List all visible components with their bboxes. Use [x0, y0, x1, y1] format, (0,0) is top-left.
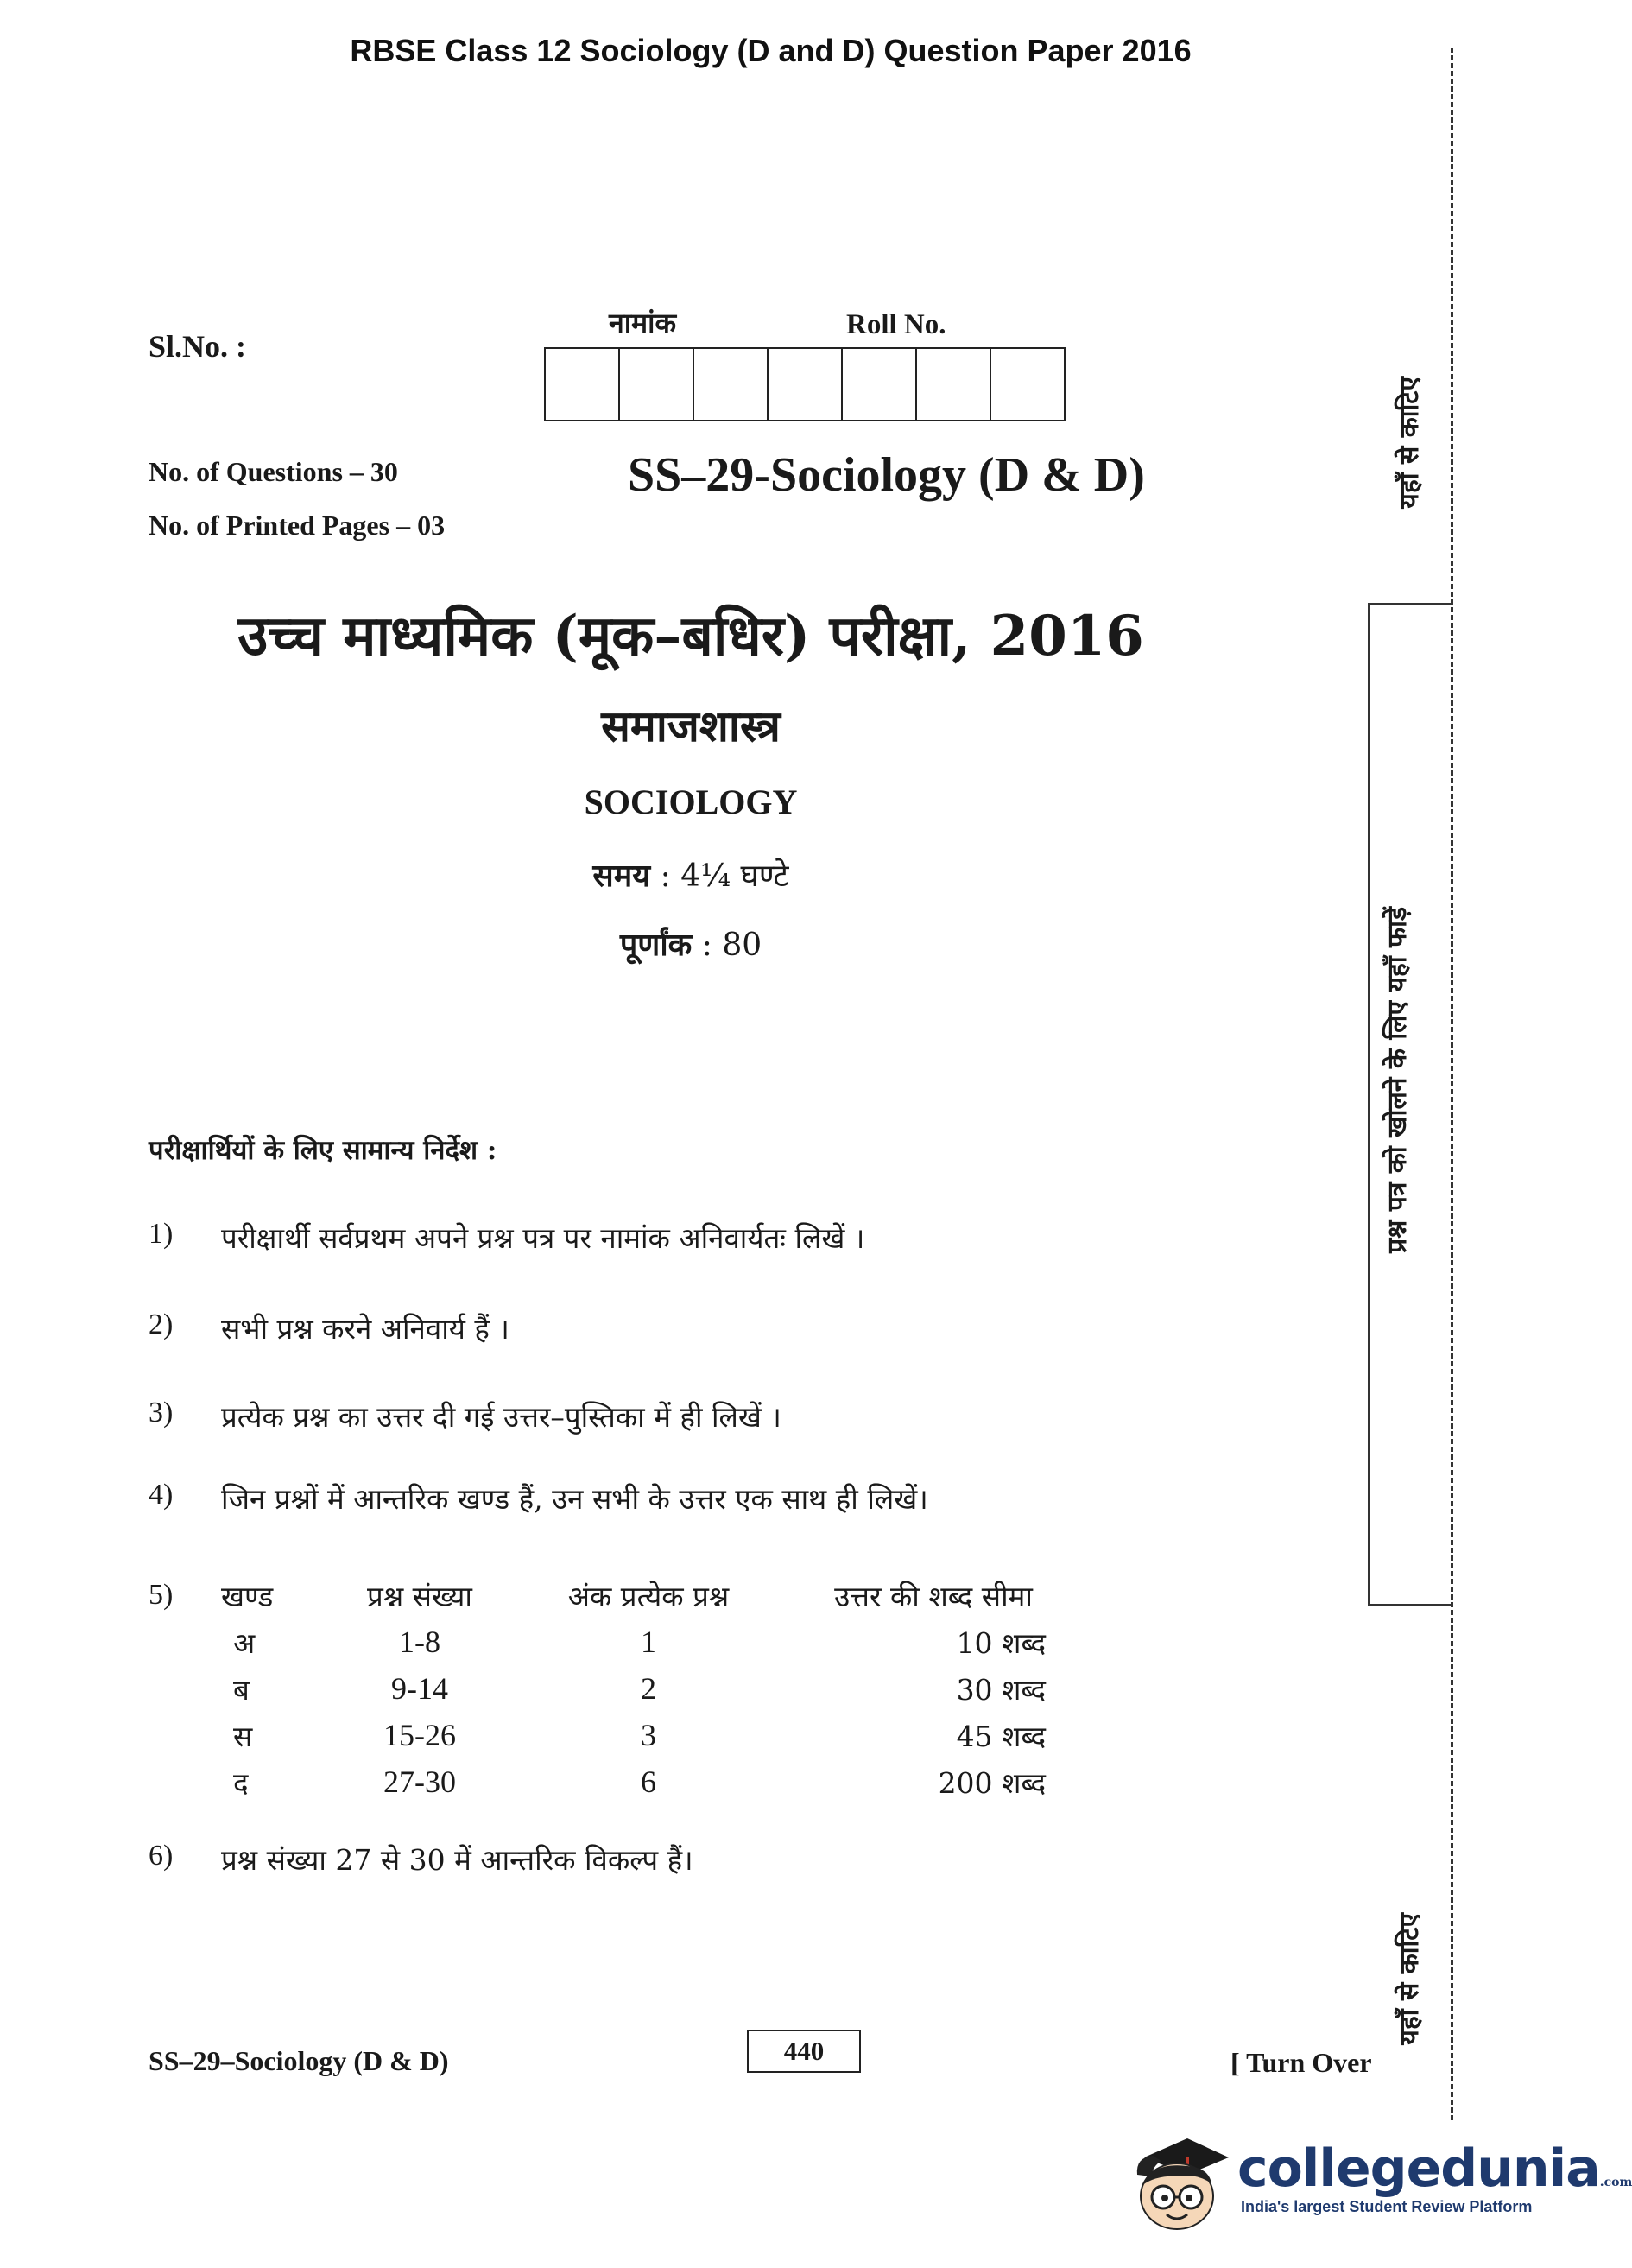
- instruction-text: प्रत्येक प्रश्न का उत्तर दी गई उत्तर–पुस्तिका में ही लिखें ।: [221, 1400, 781, 1434]
- roll-box[interactable]: [767, 347, 843, 421]
- subject-english: SOCIOLOGY: [584, 782, 798, 821]
- instruction-text: परीक्षार्थी सर्वप्रथम अपने प्रश्न पत्र पर नामांक अनिवार्यतः लिखें ।: [221, 1221, 865, 1255]
- table-cell: 10 शब्द: [956, 1625, 1046, 1660]
- roll-number-boxes: [546, 347, 1066, 421]
- table-cell: द: [233, 1765, 249, 1800]
- table-row: [149, 1758, 1076, 1805]
- instruction-number: 4): [149, 1479, 174, 1511]
- instruction-item: [149, 1218, 864, 1257]
- instruction-number: 2): [149, 1308, 174, 1340]
- instruction-number: 6): [149, 1840, 174, 1872]
- max-marks: [0, 922, 1382, 965]
- roll-box[interactable]: [990, 347, 1066, 421]
- exam-title: उच्च माध्यमिक (मूक–बधिर) परीक्षा, 2016: [237, 604, 1144, 668]
- instruction-item: [149, 1397, 781, 1435]
- marks-value: : 80: [701, 928, 762, 963]
- roll-box[interactable]: [915, 347, 991, 421]
- table-cell: 1-8: [399, 1625, 440, 1659]
- table-cell: 27-30: [383, 1764, 456, 1799]
- table-row: [149, 1619, 1076, 1665]
- table-header: खण्ड: [221, 1579, 274, 1613]
- table-cell: 9-14: [391, 1671, 448, 1706]
- time-value: : 4¼ घण्टे: [660, 858, 789, 894]
- collegedunia-logo: [1127, 2123, 1632, 2235]
- footer-subject-code: SS–29–Sociology (D & D): [149, 2045, 449, 2076]
- table-cell: अ: [233, 1625, 256, 1660]
- instruction-text: प्रश्न संख्या 27 से 30 में आन्तरिक विकल्प हैं।: [221, 1843, 693, 1877]
- sl-no-label: Sl.No. :: [149, 329, 247, 364]
- table-header-row: [149, 1572, 1076, 1619]
- table-cell: 30 शब्द: [956, 1672, 1046, 1707]
- turn-over-label: [ Turn Over: [1230, 2047, 1372, 2078]
- table-row: [149, 1712, 1076, 1758]
- roll-box[interactable]: [618, 347, 694, 421]
- subject-code: SS–29-Sociology (D & D): [628, 448, 1145, 502]
- page-header-title: RBSE Class 12 Sociology (D and D) Question Paper 2016: [350, 33, 1192, 68]
- instruction-item: [149, 1479, 928, 1517]
- instruction-number: 1): [149, 1218, 174, 1250]
- table-header: अंक प्रत्येक प्रश्न: [567, 1579, 730, 1613]
- table-cell: 200 शब्द: [938, 1765, 1046, 1800]
- time-allowed: [0, 853, 1382, 896]
- table-cell: स: [233, 1719, 253, 1753]
- table-cell: ब: [233, 1672, 250, 1707]
- num-questions: No. of Questions – 30: [149, 456, 398, 487]
- roll-box[interactable]: [544, 347, 620, 421]
- section-table: [149, 1572, 1076, 1805]
- num-printed-pages: No. of Printed Pages – 03: [149, 510, 446, 541]
- roll-label-hindi: नामांक: [609, 307, 677, 339]
- table-cell: 3: [641, 1718, 656, 1752]
- instruction-item: [149, 1308, 509, 1347]
- logo-tagline: India's largest Student Review Platform: [1241, 2197, 1533, 2215]
- page-number-box: 440: [747, 2030, 861, 2073]
- logo-wordmark: collegedunia: [1237, 2138, 1600, 2199]
- instruction-text: जिन प्रश्नों में आन्तरिक खण्ड हैं, उन सभी के उत्तर एक साथ ही लिखें।: [221, 1482, 928, 1516]
- marks-label: पूर्णांक: [619, 927, 693, 963]
- subject-hindi: समाजशास्त्र: [601, 700, 781, 751]
- table-cell: 15-26: [383, 1718, 456, 1752]
- table-cell: 6: [641, 1764, 656, 1799]
- logo-domain: .com: [1599, 2175, 1632, 2189]
- cut-here-label: यहाँ से काटिए: [1395, 377, 1425, 509]
- open-here-label: प्रश्न पत्र को खोलने के लिए यहाँ फाड़ें: [1382, 907, 1413, 1253]
- time-label: समय: [592, 858, 651, 894]
- instruction-item: [149, 1840, 693, 1878]
- table-header: उत्तर की शब्द सीमा: [834, 1579, 1033, 1613]
- instructions-heading: परीक्षार्थियों के लिए सामान्य निर्देश :: [149, 1135, 497, 1166]
- instruction-number: 3): [149, 1397, 174, 1429]
- roll-box[interactable]: [693, 347, 769, 421]
- instruction-number: 5): [149, 1579, 174, 1611]
- roll-box[interactable]: [841, 347, 917, 421]
- table-cell: 1: [641, 1625, 656, 1659]
- table-cell: 45 शब्द: [956, 1719, 1046, 1753]
- student-mascot-icon: [1127, 2123, 1230, 2235]
- table-cell: 2: [641, 1671, 656, 1706]
- roll-label-english: Roll No.: [846, 309, 946, 340]
- table-header: प्रश्न संख्या: [367, 1579, 472, 1613]
- instruction-text: सभी प्रश्न करने अनिवार्य हैं ।: [221, 1312, 509, 1346]
- cut-here-label: यहाँ से काटिए: [1395, 1913, 1425, 2045]
- table-row: [149, 1665, 1076, 1712]
